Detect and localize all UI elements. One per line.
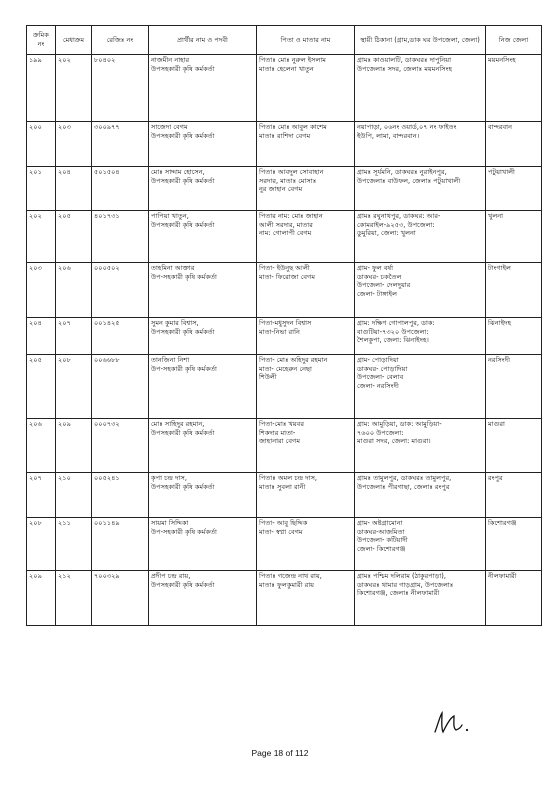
address-cell-line: গ্রামঃ সূর্যমনি, ডাকঘরঃ নুরাইনপুর, xyxy=(357,168,447,176)
parents-cell-line: পিতাঃ মোঃ আবুল কাশেম xyxy=(259,123,327,131)
parents-cell xyxy=(257,318,355,355)
parents-cell-line: শিউলী xyxy=(259,373,277,382)
address-cell-line: গ্রামঃ কাওয়ালটি, ডাকঘরঃ দাপুনিয়া xyxy=(357,56,452,64)
parents-cell-line: পিতার নাম: মোঃ জাহান xyxy=(259,212,323,220)
header-district: নিজ জেলা xyxy=(486,26,542,55)
parents-cell-line: পিতাঃ অমল চন্দ্র দাস, xyxy=(259,474,318,482)
serial-cell: ২০৬ xyxy=(27,419,56,473)
parents-cell-line: জাহানারা বেগম xyxy=(259,437,300,446)
merit-cell: ২০৮ xyxy=(56,355,92,419)
parents-cell xyxy=(257,211,355,263)
parents-cell-line: পিতা-মোঃ খয়বর xyxy=(259,420,304,428)
merit-cell: ২১০ xyxy=(56,473,92,518)
address-cell-line: ইউপি, লামা, বান্দরবান। xyxy=(357,131,420,140)
merit-cell: ২০৩ xyxy=(56,122,92,167)
district-cell: মাগুরা xyxy=(486,419,542,473)
table-row xyxy=(27,419,542,473)
address-cell-line: উপজেলাঃ বাউফল, জেলাঃ পটুয়াখালী xyxy=(357,176,461,185)
address-cell xyxy=(355,122,486,167)
serial-cell: ২০৭ xyxy=(27,473,56,518)
parents-cell-line: মাতা- মেহেরুন নেছা xyxy=(259,364,312,373)
parents-cell-line: মাতা- স্বপ্না বেগম xyxy=(259,527,303,536)
header-serial: ক্রমিক নং xyxy=(27,26,56,55)
address-cell-line: ডাকঘরঃ থামার গাড়গ্রাম, উপজেলাঃ xyxy=(357,580,454,589)
merit-cell: ২১২ xyxy=(56,571,92,626)
parents-cell-line: মাতাঃ ফুলকুমারী রায় xyxy=(259,580,314,589)
name-cell-line: তাহমিনা আক্তার xyxy=(151,264,195,272)
address-cell-line: গ্রাম: আমুড়িয়া, ডাক: আমুড়িয়া- xyxy=(357,420,442,428)
table-row xyxy=(27,263,542,318)
address-cell-line: ডাকঘর- পোড়াদিয়া xyxy=(357,364,408,373)
parents-cell xyxy=(257,167,355,211)
parents-cell-line: শিকদার মাতা- xyxy=(259,428,296,437)
name-cell-line: উপসহকারী কৃষি কর্মকর্তা xyxy=(151,580,215,589)
address-cell-line: জেলা- নরসিংদী xyxy=(357,381,399,390)
name-cell-line: উপসহকারী কৃষি কর্মকর্তা xyxy=(151,220,215,229)
reg-cell: ০০০৫০২ xyxy=(92,263,149,318)
parents-cell xyxy=(257,518,355,571)
address-cell xyxy=(355,473,486,518)
reg-cell: ৭০০৩২৯ xyxy=(92,571,149,626)
address-cell-line: ডুমুরিয়া, জেলা: খুলনা xyxy=(357,229,416,238)
merit-cell: ২১১ xyxy=(56,518,92,571)
name-cell xyxy=(149,518,257,571)
serial-cell: ২০৫ xyxy=(27,355,56,419)
address-cell-line: কিশোরগঞ্জ, জেলাঃ নীলফামারী xyxy=(357,589,440,598)
name-cell-line: মোঃ সাহিদুর রহমান, xyxy=(151,420,205,428)
address-cell-line: ডাকঘর-আজমিতা xyxy=(357,527,405,536)
parents-cell-line: পিতা- আবু ছিদ্দিক xyxy=(259,519,308,527)
name-cell xyxy=(149,355,257,419)
address-cell xyxy=(355,263,486,318)
name-cell-line: উপসহকারী কৃষি কর্মকর্তা xyxy=(151,176,215,185)
district-cell: টাংগাইল xyxy=(486,263,542,318)
address-cell-line: জেলা- টাঙ্গাইল xyxy=(357,289,398,298)
serial-cell: ২০৪ xyxy=(27,318,56,355)
parents-cell-line: মাতাঃ সুবলা রানী xyxy=(259,482,306,491)
parents-cell xyxy=(257,355,355,419)
reg-cell: ৪০১৭৩১ xyxy=(92,211,149,263)
serial-cell: ২০৩ xyxy=(27,263,56,318)
reg-cell: ০০৫২৪১ xyxy=(92,473,149,518)
address-cell xyxy=(355,167,486,211)
name-cell xyxy=(149,571,257,626)
address-cell-line: গ্রামঃ রঘুনাথপুর, ডাকঘর: আর- xyxy=(357,212,441,220)
name-cell-line: উপ-সহকারী কৃষি কর্মকর্তা xyxy=(151,364,217,373)
district-cell: নরসিংদী xyxy=(486,355,542,419)
address-cell-line: জেলা- কিশোরগঞ্জ xyxy=(357,544,406,553)
name-cell-line: সায়মা সিদ্দিকা xyxy=(151,519,189,527)
address-cell xyxy=(355,211,486,263)
serial-cell: ২০০ xyxy=(27,122,56,167)
address-cell-line: মাগুরা সদর, জেলা: মাগুরা। xyxy=(357,437,431,446)
address-cell-line: উপজেলাঃ পীরগাছা, জেলাঃ রংপুর xyxy=(357,482,450,491)
reg-cell: ০০১৪২৫ xyxy=(92,318,149,355)
name-cell-line: সুমন কুমার বিশ্বাস, xyxy=(151,319,199,327)
table-row xyxy=(27,571,542,626)
address-cell-line: উপজেলাঃ সদর, জেলাঃ ময়মনসিংহ xyxy=(357,64,452,73)
page-footer: Page 18 of 112 xyxy=(251,748,309,758)
parents-cell xyxy=(257,473,355,518)
serial-cell: ২০৮ xyxy=(27,518,56,571)
name-cell xyxy=(149,211,257,263)
parents-cell xyxy=(257,571,355,626)
address-cell xyxy=(355,318,486,355)
address-cell-line: গ্রাম- পোড়াদিয়া xyxy=(357,356,399,364)
merit-cell: ২০৬ xyxy=(56,263,92,318)
parents-cell-line: পিতা-মধুসুদন বিশ্বাস xyxy=(259,319,312,327)
address-cell-line: ডাকঘর- চকতৈল xyxy=(357,272,402,281)
district-cell: বান্দরবান xyxy=(486,122,542,167)
address-cell-line: ৭৬০০ উপজেলা: xyxy=(357,428,404,437)
parents-cell xyxy=(257,122,355,167)
candidate-table xyxy=(26,25,542,626)
table-row xyxy=(27,518,542,571)
parents-cell xyxy=(257,263,355,318)
name-cell xyxy=(149,318,257,355)
serial-cell: ১৯৯ xyxy=(27,55,56,122)
table-row xyxy=(27,355,542,419)
parents-cell-line: পিতাঃ গজেন্দ্র নাথ রায়, xyxy=(259,572,322,580)
name-cell-line: উপসহকারী কৃষি কর্মকর্তা xyxy=(151,131,215,140)
address-cell-line: উপজেলা- বেলাব xyxy=(357,373,404,382)
table-row xyxy=(27,122,542,167)
district-cell: কিশোরগঞ্জ xyxy=(486,518,542,571)
address-cell xyxy=(355,571,486,626)
address-cell xyxy=(355,518,486,571)
reg-cell: ৮০৪০২ xyxy=(92,55,149,122)
address-cell-line: গ্রাম: দক্ষিণ গোপালপুর, ডাক: xyxy=(357,319,435,327)
address-cell-line: কোমরাইল-৯২৫৩, উপজেলা: xyxy=(357,220,435,229)
header-parents: পিতা ও মাতার নাম xyxy=(257,26,355,55)
parents-cell-line: সরদার, মাতাঃ মোসাঃ xyxy=(259,176,317,185)
signature xyxy=(432,710,472,736)
parents-cell-line: মাতা-নিভা রানি xyxy=(259,327,300,336)
parents-cell-line: আলী সরদার, মাতার xyxy=(259,220,313,229)
address-cell xyxy=(355,355,486,419)
name-cell xyxy=(149,473,257,518)
name-cell-line: উপসহকারী কৃষি কর্মকর্তা xyxy=(151,64,215,73)
reg-cell: ০০০৭৩২ xyxy=(92,419,149,473)
parents-cell-line: নুর জাহান বেগম xyxy=(259,185,303,194)
table-row xyxy=(27,211,542,263)
address-cell-line: বাগুটিয়া-৭৩২০ উপজেলা: xyxy=(357,327,429,336)
address-cell-line: উপজেলা- দেলদুয়ার xyxy=(357,281,411,290)
parents-cell-line: পিতা- ইউনুছ আলী xyxy=(259,264,310,272)
district-cell: ঝিনাইদহ xyxy=(486,318,542,355)
district-cell: নীলফামারী xyxy=(486,571,542,626)
name-cell-line: উপসহকারী কৃষি কর্মকর্তা xyxy=(151,428,215,437)
header-merit: মেধাক্রম xyxy=(56,26,92,55)
address-cell-line: গ্রামঃ পশ্চিম দলিরাম (ঠাকুরপাড়া), xyxy=(357,572,446,580)
name-cell-line: তানজিনা নিশা xyxy=(151,356,190,364)
table-row xyxy=(27,167,542,211)
address-cell xyxy=(355,419,486,473)
name-cell-line: কৃপা চন্দ্র দাস, xyxy=(151,474,187,482)
merit-cell: ২০৯ xyxy=(56,419,92,473)
reg-cell: ০০৬৬৮৮ xyxy=(92,355,149,419)
table-header-row xyxy=(27,26,542,55)
address-cell xyxy=(355,55,486,122)
merit-cell: ২০৫ xyxy=(56,211,92,263)
table-row xyxy=(27,55,542,122)
header-address: স্থায়ী ঠিকানা (গ্রাম,ডাক ঘর উপজেলা, জেলা) xyxy=(355,26,486,55)
name-cell xyxy=(149,55,257,122)
name-cell xyxy=(149,122,257,167)
address-cell-line: শৈলকুপা, জেলা: ঝিনাইদহ। xyxy=(357,336,429,345)
merit-cell: ২০২ xyxy=(56,55,92,122)
parents-cell-line: মাতা- ফিরোজা বেগম xyxy=(259,272,316,281)
district-cell: রংপুর xyxy=(486,473,542,518)
parents-cell-line: পিতা- মোঃ অহিদুর রহমান xyxy=(259,356,328,364)
parents-cell-line: পিতাঃ মোঃ নুরুল ইসলাম xyxy=(259,56,326,64)
parents-cell xyxy=(257,55,355,122)
name-cell-line: উপসহকারী কৃষি কর্মকর্তা xyxy=(151,327,215,336)
name-cell-line: উপসহকারী কৃষি কর্মকর্তা xyxy=(151,482,215,491)
address-cell-line: উপজেলা- কটিয়াদী xyxy=(357,536,408,545)
district-cell: ময়মনসিংহ xyxy=(486,55,542,122)
reg-cell: ০০১১৪৯ xyxy=(92,518,149,571)
merit-cell: ২০৭ xyxy=(56,318,92,355)
address-cell-line: নয়াপাড়া, ০৬নং ওয়ার্ড,০৭ নং ফাইতং xyxy=(357,123,457,131)
name-cell-line: প্রদীপ চন্দ্র রায়, xyxy=(151,572,191,580)
parents-cell-line: নাম: গোলাপী বেগম xyxy=(259,229,312,238)
parents-cell-line: মাতাঃ রাশিদা বেগম xyxy=(259,131,311,140)
serial-cell: ২০১ xyxy=(27,167,56,211)
parents-cell xyxy=(257,419,355,473)
header-reg: রেজিঃ নং xyxy=(92,26,149,55)
name-cell xyxy=(149,167,257,211)
name-cell-line: মোঃ সাদ্দাম হোসেন, xyxy=(151,168,205,176)
address-cell-line: গ্রাম- ফুল বর্ষা xyxy=(357,264,394,272)
name-cell-line: উপ-সহকারী কৃষি কর্মকর্তা xyxy=(151,527,217,536)
header-name: প্রার্থীর নাম ও পদবী xyxy=(149,26,257,55)
name-cell-line: পাপিয়া খাতুন, xyxy=(151,212,189,220)
name-cell xyxy=(149,419,257,473)
address-cell-line: গ্রামঃ তামুলপুর, ডাকঘরঃ তামুলপুর, xyxy=(357,474,452,482)
address-cell-line: গ্রাম- অষ্টগ্রামোনা xyxy=(357,519,403,527)
name-cell-line: নাজমীন নাহার xyxy=(151,56,190,64)
district-cell: খুলনা xyxy=(486,211,542,263)
serial-cell: ২০৯ xyxy=(27,571,56,626)
parents-cell-line: পিতাঃ আবদুল সোবাহান xyxy=(259,168,324,176)
serial-cell: ২০২ xyxy=(27,211,56,263)
district-cell: পটুয়াখালী xyxy=(486,167,542,211)
name-cell xyxy=(149,263,257,318)
name-cell-line: উপ-সহকারী কৃষি কর্মকর্তা xyxy=(151,272,217,281)
table-row xyxy=(27,318,542,355)
reg-cell: ৫০১৫০৪ xyxy=(92,167,149,211)
table-row xyxy=(27,473,542,518)
reg-cell: ৩০০৯৭৭ xyxy=(92,122,149,167)
name-cell-line: সাজেদা বেগম xyxy=(151,123,188,131)
parents-cell-line: মাতাঃ হেলেনা খাতুন xyxy=(259,64,314,73)
merit-cell: ২০৪ xyxy=(56,167,92,211)
